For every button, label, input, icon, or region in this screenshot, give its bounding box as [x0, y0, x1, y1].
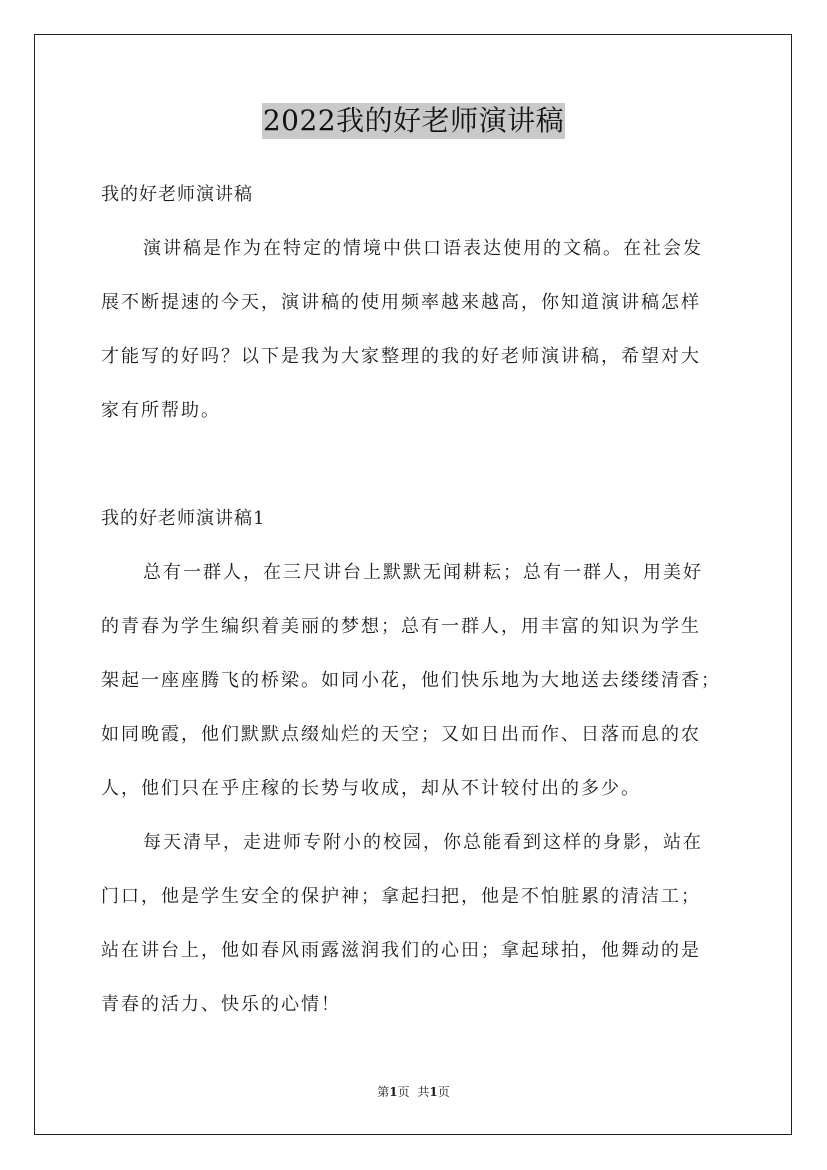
paragraph-line: 展不断提速的今天，演讲稿的使用频率越来越高，你知道演讲稿怎样: [101, 292, 701, 313]
paragraph-line: 的青春为学生编织着美丽的梦想；总有一群人，用丰富的知识为学生: [101, 616, 701, 637]
title-container: [0, 103, 827, 139]
footer-total-prefix: 共: [417, 1085, 430, 1099]
paragraph-line: 如同晚霞，他们默默点缀灿烂的天空；又如日出而作、日落而息的农: [101, 724, 701, 745]
footer-total-suffix: 页: [437, 1085, 450, 1099]
document-title: 2022我的好老师演讲稿: [262, 104, 565, 137]
paragraph-line: 总有一群人，在三尺讲台上默默无闻耕耘；总有一群人，用美好: [143, 562, 703, 583]
paragraph-line: 门口，他是学生安全的保护神；拿起扫把，他是不怕脏累的清洁工；: [101, 886, 701, 907]
footer-prefix: 第: [377, 1085, 390, 1099]
paragraph-line: 站在讲台上，他如春风雨露滋润我们的心田；拿起球拍，他舞动的是: [101, 940, 701, 961]
footer-total-pages: 1: [429, 1085, 438, 1099]
footer-page-number: 1: [389, 1085, 398, 1099]
paragraph-line: 演讲稿是作为在特定的情境中供口语表达使用的文稿。在社会发: [143, 238, 703, 259]
paragraph-line: 才能写的好吗？以下是我为大家整理的我的好老师演讲稿，希望对大: [101, 346, 701, 367]
paragraph-line: 架起一座座腾飞的桥梁。如同小花，他们快乐地为大地送去缕缕清香；: [101, 670, 721, 691]
footer-page-suffix: 页: [397, 1085, 410, 1099]
paragraph-line: 青春的活力、快乐的心情！: [101, 994, 341, 1015]
section-heading: 我的好老师演讲稿1: [101, 508, 266, 529]
paragraph-line: 家有所帮助。: [101, 400, 221, 421]
document-subtitle: 我的好老师演讲稿: [101, 184, 253, 205]
paragraph-line: 每天清早，走进师专附小的校园，你总能看到这样的身影，站在: [143, 832, 703, 853]
page-footer: [0, 1084, 827, 1100]
paragraph-line: 人，他们只在乎庄稼的长势与收成，却从不计较付出的多少。: [101, 778, 641, 799]
